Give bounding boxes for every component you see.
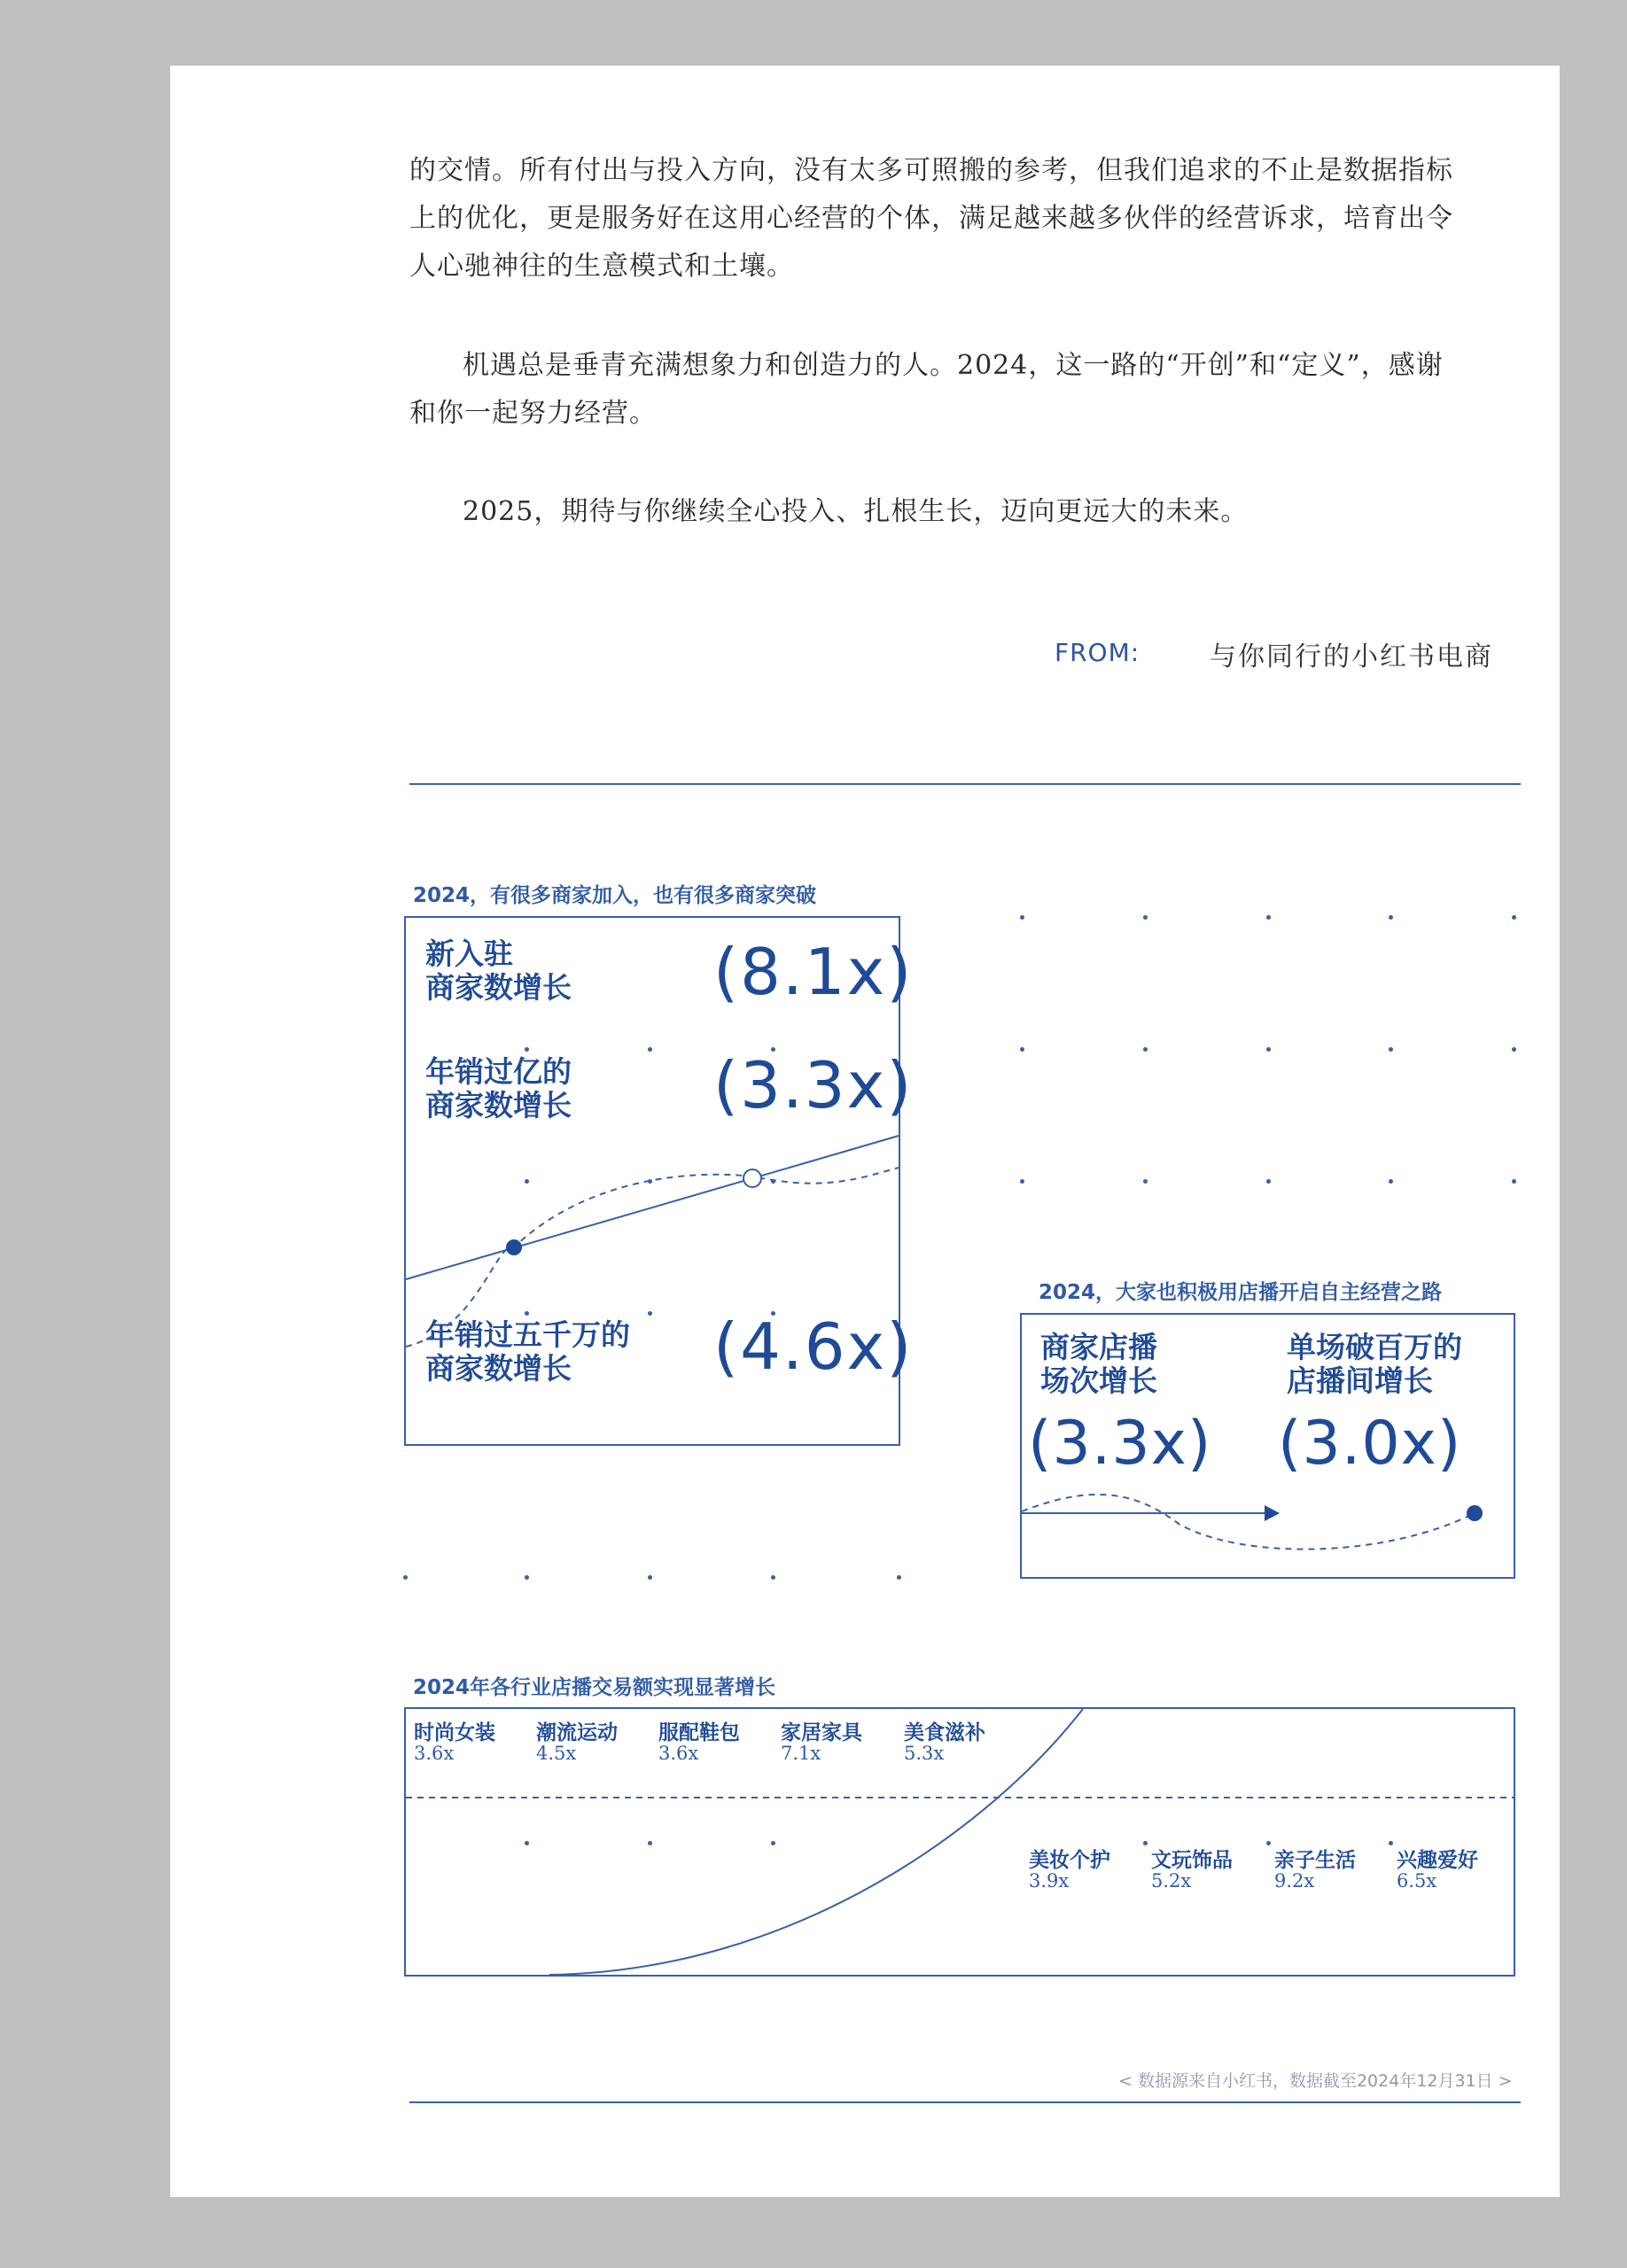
industries-growth-curve: [549, 1709, 1083, 1975]
live-item-1-label: 商家店播 场次增长: [1040, 1330, 1157, 1398]
live-item-2-value: (3.0x): [1278, 1409, 1462, 1479]
merchants-item-1-label: 新入驻 商家数增长: [425, 936, 572, 1005]
merchants-item-2-label: 年销过亿的 商家数增长: [425, 1054, 572, 1122]
from-signature: 与你同行的小红书电商: [1210, 641, 1493, 672]
merchants-dot-open: [743, 1169, 761, 1187]
data-source-footnote: < 数据源来自小红书，数据截至2024年12月31日 >: [1118, 2071, 1513, 2091]
merchants-caption: 2024，有很多商家加入，也有很多商家突破: [413, 884, 817, 907]
live-arrow-head: [1265, 1505, 1280, 1521]
letter-paragraph-1: 的交情。所有付出与投入方向，没有太多可照搬的参考，但我们追求的不止是数据指标上的优化，更是服务好在这用心经营的个体，满足越来越多伙伴的经营诉求，培育出令人心驰神往的生意模式和土壤。: [409, 155, 1453, 282]
merchants-item-3-label: 年销过五千万的 商家数增长: [425, 1317, 630, 1386]
live-item-2-label: 单场破百万的 店播间增长: [1287, 1330, 1462, 1398]
live-dashed-curve: [1022, 1495, 1475, 1550]
merchants-item-3-value: (4.6x): [713, 1309, 914, 1384]
from-label: FROM:: [1055, 638, 1140, 667]
live-dot-filled: [1467, 1505, 1483, 1521]
letter-paragraph-2: 机遇总是垂青充满想象力和创造力的人。2024，这一路的“开创”和“定义”，感谢和你一起努力经营。: [409, 350, 1444, 429]
industries-caption: 2024年各行业店播交易额实现显著增长: [413, 1676, 776, 1699]
merchants-dot-filled: [506, 1239, 522, 1255]
live-caption: 2024，大家也积极用店播开启自主经营之路: [1039, 1281, 1443, 1304]
merchants-item-1-value: (8.1x): [713, 935, 914, 1009]
merchants-item-2-value: (3.3x): [713, 1048, 914, 1122]
letter-paragraph-3: 2025，期待与你继续全心投入、扎根生长，迈向更远大的未来。: [463, 496, 1249, 527]
live-item-1-value: (3.3x): [1028, 1409, 1212, 1479]
merchants-trend-line: [406, 1136, 899, 1279]
